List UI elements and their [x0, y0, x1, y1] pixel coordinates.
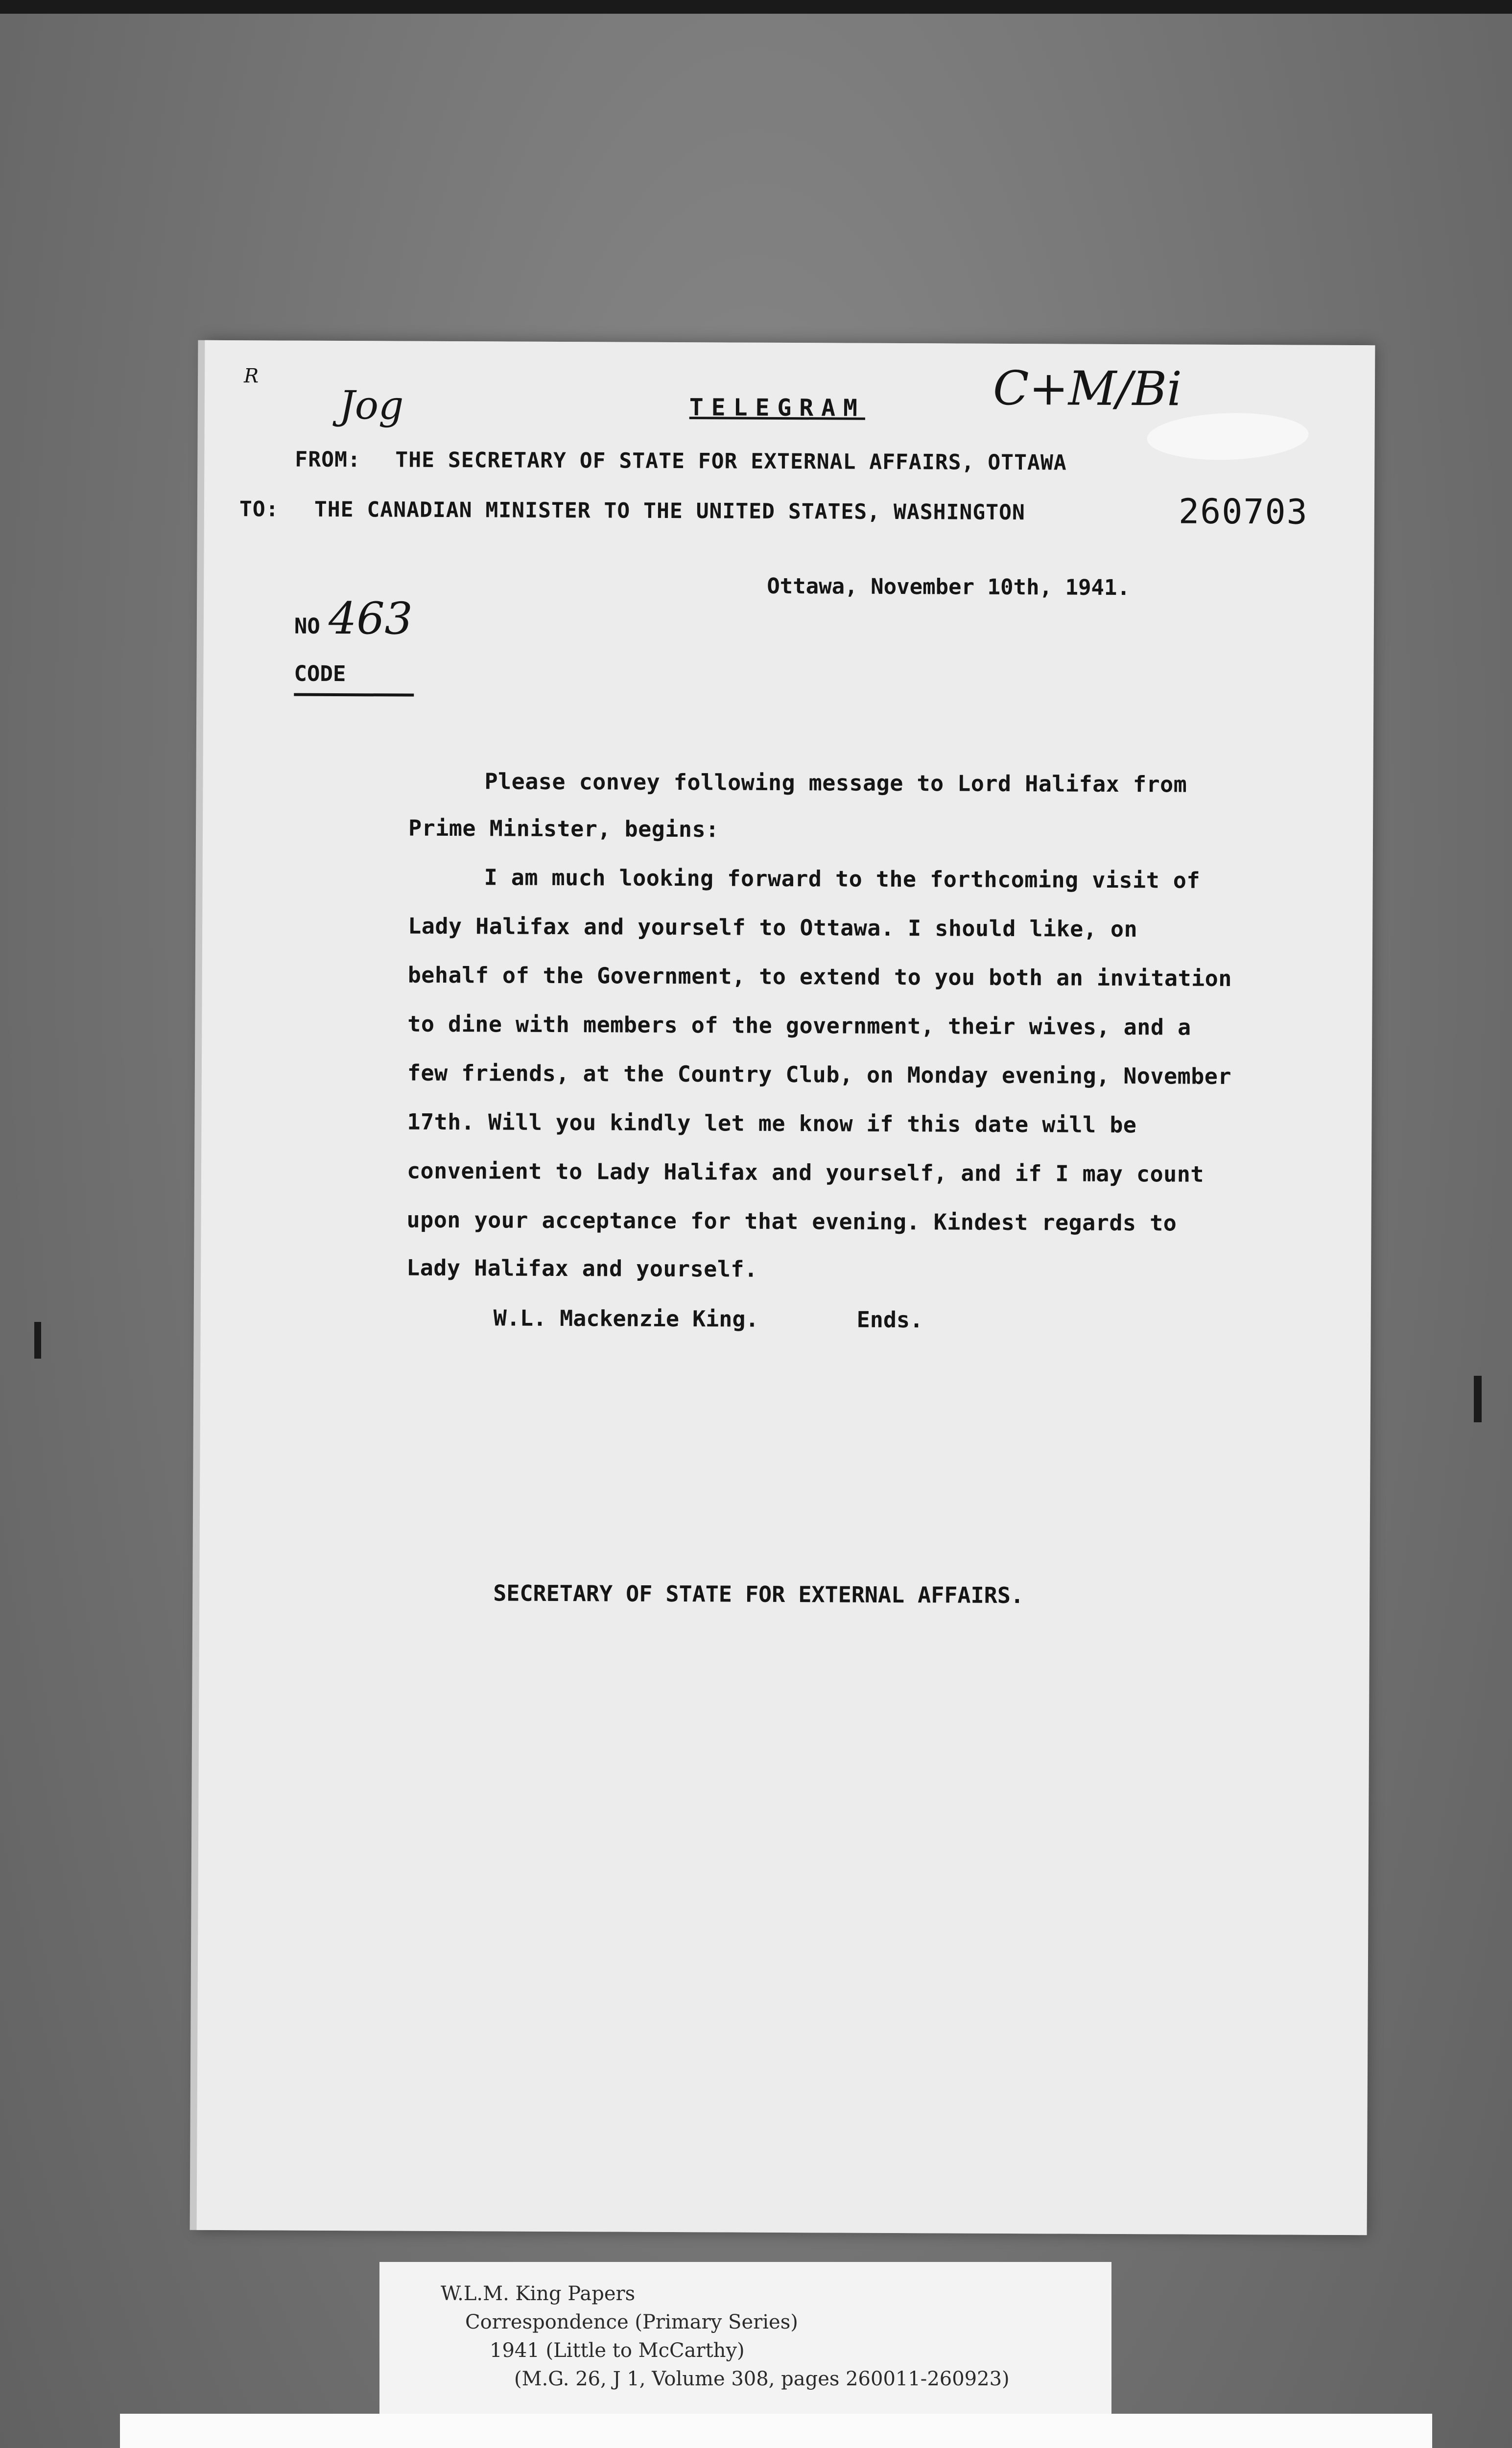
from-label: FROM: — [295, 447, 361, 472]
mount-clip-right — [1474, 1376, 1482, 1422]
to-label: TO: — [239, 497, 279, 522]
mount-clip-left — [34, 1322, 41, 1359]
from-text: THE SECRETARY OF STATE FOR EXTERNAL AFFAIRS, OTTAWA — [395, 447, 1067, 475]
to-text: THE CANADIAN MINISTER TO THE UNITED STATES, WASHINGTON — [314, 497, 1025, 525]
archive-label-line: 1941 (Little to McCarthy) — [490, 2339, 745, 2362]
body-line: 17th. Will you kindly let me know if this date will be — [407, 1108, 1137, 1138]
code-label: CODE — [294, 661, 346, 687]
body-line: few friends, at the Country Club, on Monday evening, November — [407, 1059, 1232, 1089]
telegram-sheet — [197, 340, 1375, 2235]
body-line: Lady Halifax and yourself. — [406, 1254, 758, 1282]
telegram-title: TELEGRAM — [689, 394, 866, 422]
archive-label-line: W.L.M. King Papers — [441, 2283, 636, 2305]
handwritten-margin-mark: R — [244, 365, 259, 388]
reference-number: 260703 — [1178, 491, 1308, 532]
code-underline — [294, 693, 414, 697]
body-line: to dine with members of the government, their wives, and a — [407, 1011, 1191, 1040]
body-line: Lady Halifax and yourself to Ottawa. I should like, on — [408, 913, 1138, 942]
handwritten-note-top-right: C+M/Bi — [992, 360, 1182, 417]
handwritten-note-top-left: Jog — [339, 382, 404, 428]
film-edge-top — [0, 0, 1512, 14]
public-archives-banner — [120, 2414, 1432, 2448]
date-line: Ottawa, November 10th, 1941. — [767, 573, 1131, 601]
redaction-mark — [1146, 411, 1309, 462]
signature: W.L. Mackenzie King. — [493, 1305, 759, 1332]
telegram-number: 463 — [328, 592, 413, 645]
body-line: behalf of the Government, to extend to you both an invitation — [407, 962, 1232, 991]
body-line: upon your acceptance for that evening. Kindest regards to — [406, 1206, 1177, 1236]
sender-signature-block: SECRETARY OF STATE FOR EXTERNAL AFFAIRS. — [493, 1580, 1024, 1609]
ends-marker: Ends. — [856, 1306, 923, 1333]
body-line: Prime Minister, begins: — [408, 815, 719, 843]
archive-label-line: (M.G. 26, J 1, Volume 308, pages 260011-260923) — [514, 2368, 1010, 2390]
body-line: Please convey following message to Lord Halifax from — [484, 768, 1187, 798]
body-line: convenient to Lady Halifax and yourself, and if I may count — [406, 1157, 1205, 1187]
archive-label-line: Correspondence (Primary Series) — [465, 2311, 798, 2333]
body-line: I am much looking forward to the forthcoming visit of — [484, 864, 1201, 894]
number-label: NO — [294, 613, 320, 639]
archive-reference-label — [379, 2262, 1111, 2414]
